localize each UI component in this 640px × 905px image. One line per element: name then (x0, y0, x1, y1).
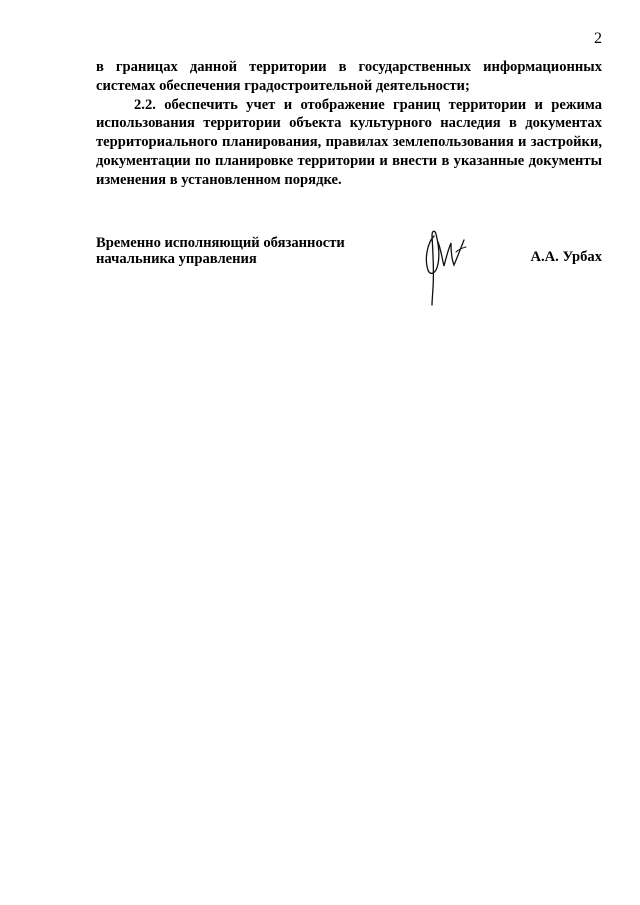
page-number: 2 (594, 30, 602, 47)
signer-title-line-2: начальника управления (96, 250, 257, 267)
handwritten-signature (420, 228, 480, 306)
signer-title (96, 236, 345, 267)
body-paragraph-2-2: 2.2. обеспечить учет и отображение границ территории и режима использования территории объекта культурного наследия в документах территориального планирования, правилах землепользования и застройки, документации по планировке территории и внести в указанные документы изменения в установленном порядке. (96, 96, 602, 188)
signer-name: А.А. Урбах (530, 249, 602, 265)
signature-block (96, 236, 602, 316)
signer-title-line-1: Временно исполняющий обязанности (96, 235, 345, 251)
body-paragraph-continued: в границах данной территории в государственных информационных системах обеспечения градостроительной деятельности; (96, 59, 602, 94)
document-body (96, 58, 602, 190)
